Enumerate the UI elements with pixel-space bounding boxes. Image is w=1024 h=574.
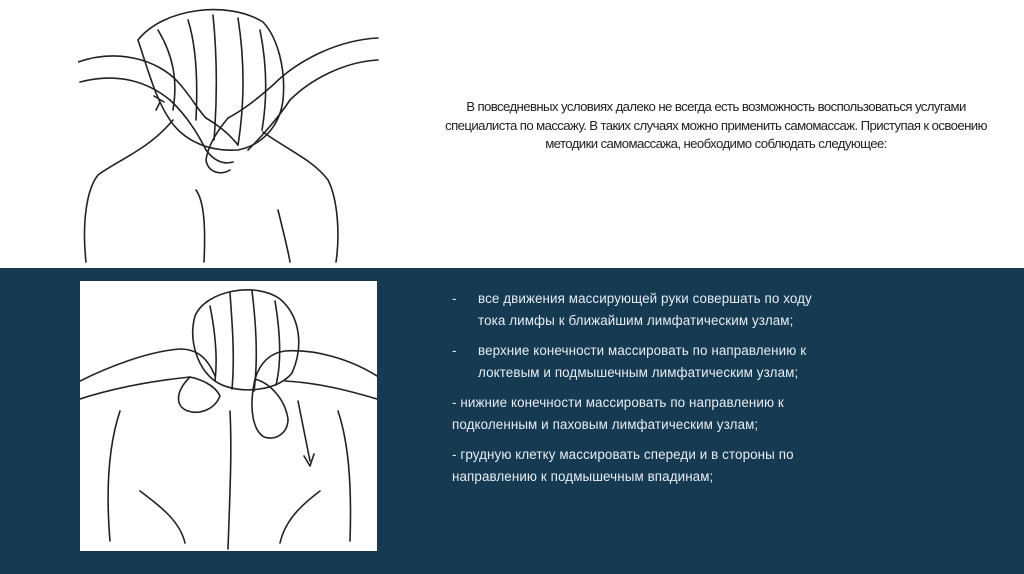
list-item: - все движения массирующей руки совершать по ходу тока лимфы к ближайшим лимфатическим узлам; — [452, 288, 892, 332]
self-massage-rules-list — [452, 288, 892, 496]
list-item: - верхние конечности массировать по направлению к локтевым и подмышечным лимфатическим узлам; — [452, 340, 892, 384]
list-marker: - — [452, 343, 457, 358]
intro-paragraph: В повседневных условиях далеко не всегда есть возможность воспользоваться услугами специалиста по массажу. В таких случаях можно применить самомассаж. Приступая к освоению методики самомассажа, необходимо соблюдать следующее: — [445, 99, 987, 151]
illustration-bottom-neck-massage — [80, 281, 377, 551]
list-item: - грудную клетку массировать спереди и в стороны по направлению к подмышечным впадинам; — [452, 447, 794, 484]
list-marker: - — [452, 291, 457, 306]
illustration-top-neck-massage — [78, 0, 380, 268]
list-item: - нижние конечности массировать по направлению к подколенным и паховым лимфатическим узлам; — [452, 395, 784, 432]
